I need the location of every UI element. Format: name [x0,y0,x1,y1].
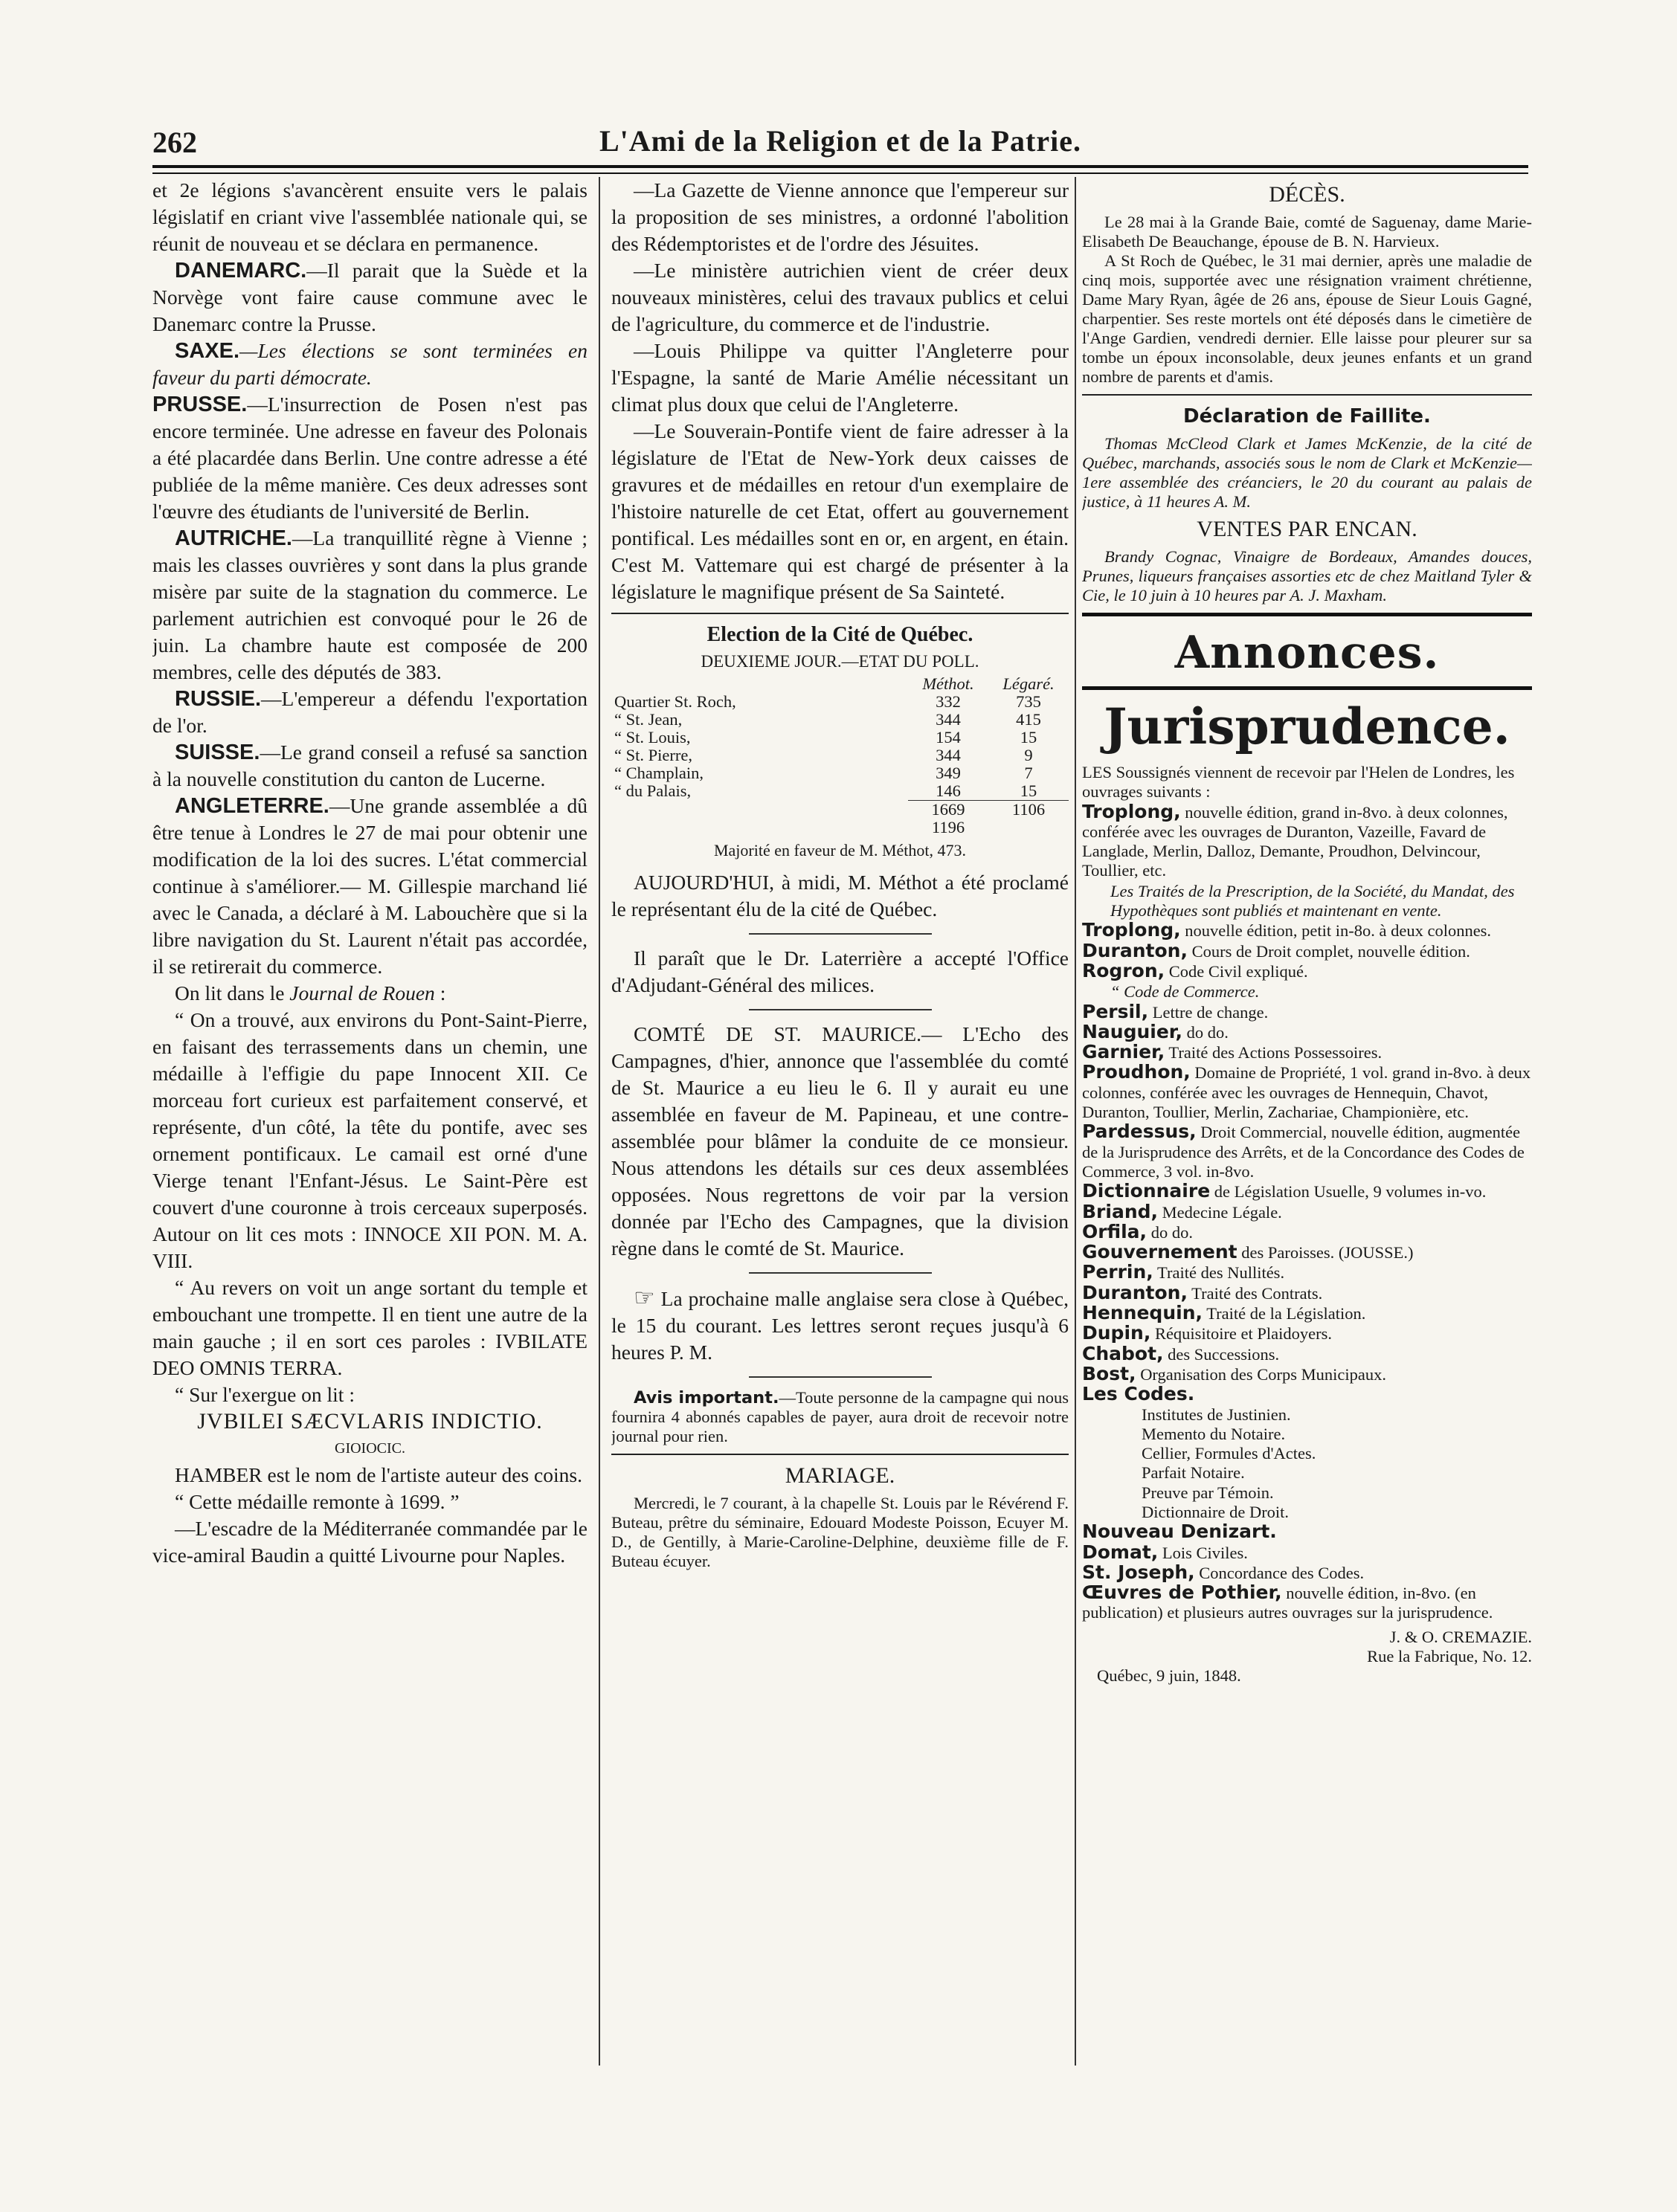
intro: LES Soussignés viennent de recevoir par l'Helen de Londres, les ouvrages suivants : [1082,763,1515,802]
country-heading: DANEMARC. [175,259,307,283]
book-description: Domaine de Propriété, 1 vol. grand in-8vo. à deux colonnes, conférée avec les ouvrages de Hennequin, Chavot, Duranton, Toullier, Merlin, Zachariae, Championière, etc. [1082,1063,1531,1122]
poll-cell: “ St. Louis, [614,728,691,747]
paragraph: et 2e légions s'avancèrent ensuite vers le palais législatif en criant vive l'assemblée nationale qui, se réunit de nouveau et se déclara en permanence. [152,178,588,255]
page-number: 262 [152,126,197,159]
book-author: Briand, [1082,1200,1159,1222]
country-heading: RUSSIE. [175,687,262,711]
book-entry [1082,1063,1532,1122]
notice-malle [611,1284,1069,1366]
book-description: Traité des Contrats. [1187,1283,1323,1303]
book-entry [1082,1242,1532,1263]
poll-col-header: Légaré. [1002,674,1055,693]
avis-heading: Avis important. [634,1388,779,1408]
divider [749,1272,932,1274]
poll-row [611,711,1069,729]
paragraph: —L'escadre de la Méditerranée commandée par le vice-amiral Baudin a quitté Livourne pour Naples. [152,1517,588,1567]
poll-row [611,693,1069,711]
book-author: Garnier, [1082,1041,1165,1063]
book-author: Duranton, [1082,939,1188,961]
country-heading: ANGLETERRE. [175,794,329,818]
column-1 [152,177,588,2066]
rouen-intro [152,980,588,1007]
column-divider [599,177,600,2066]
book-author: Œuvres de Pothier, [1082,1581,1282,1604]
book-description: des Paroisses. (JOUSSE.) [1237,1243,1414,1263]
book-author: Rogron, [1082,959,1165,981]
book-description: Traité des Nullités. [1153,1263,1285,1283]
notice-text: La prochaine malle anglaise sera close à Québec, le 15 du courant. Les lettres seront reçues jusqu'à 6 heures P. M. [611,1287,1069,1364]
book-entry [1082,961,1532,981]
column-3 [1082,177,1532,2066]
journal-name: Journal de Rouen [289,981,435,1005]
mariage-text: Mercredi, le 7 courant, à la chapelle St. Louis par le Révérend F. Buteau, prêtre du séminaire, Edouard Modeste Poisson, Ecuyer M. D., de Gentilly, à Marie-Caroline-Delphine, deuxième fille de F. Buteau écuyer. [611,1494,1069,1570]
book-author: Domat, [1082,1541,1159,1563]
book-entry [1082,1222,1532,1242]
book-description: nouvelle édition, petit in-8o. à deux colonnes. [1180,921,1492,941]
book-author: Chabot, [1082,1342,1164,1364]
code-item: Institutes de Justinien. [1142,1405,1291,1424]
book-author: Pardessus, [1082,1120,1197,1143]
code-item: Preuve par Témoin. [1142,1483,1274,1502]
header-rule [152,165,1528,174]
poll-cell: 15 [1020,728,1037,747]
book-entry [1082,1263,1532,1283]
book-entry [1082,1384,1532,1405]
book-entry [1082,1181,1532,1202]
divider [749,933,932,935]
book-entry [1082,1002,1532,1022]
book-entry [1082,1202,1532,1222]
book-author: Gouvernement [1082,1241,1237,1263]
country-heading: AUTRICHE. [175,526,292,550]
poll-cell: 349 [936,764,961,782]
quote: “ Cette médaille remonte à 1699. ” [175,1490,460,1513]
poll-total: 1106 [988,801,1069,819]
inscription-date: GIOIOCIC. [335,1440,405,1457]
faillite-heading: Déclaration de Faillite. [1183,405,1431,428]
poll-row [611,747,1069,764]
election-title: Election de la Cité de Québec. [706,623,973,646]
paragraph: COMTÉ DE ST. MAURICE.— L'Echo des Campagnes, d'hier, annonce que l'assemblée du comté de St. Maurice a eu lieu le 6. Il y aurait eu une assemblée en faveur de M. Papineau, et une contre-assemblée pour blâmer la conduite de ce monsieur. Nous attendons les détails sur ces deux assemblées opposées. Nous regrettons de voir par la version donnée par l'Echo des Campagnes, que la division règne dans le comté de St. Maurice. [611,1022,1069,1260]
book-entry [1082,802,1532,881]
divider [611,613,1069,614]
book-entry [1082,1303,1532,1323]
column-divider [1075,177,1076,2066]
book-description: Traité des Actions Possessoires. [1165,1043,1383,1063]
divider [749,1009,932,1010]
jurisprudence-heading: Jurisprudence. [1104,697,1510,755]
book-description: do do. [1147,1222,1193,1242]
book-description: Organisation des Corps Municipaux. [1136,1364,1386,1384]
book-list [1082,763,1532,1686]
book-description: Lettre de change. [1148,1002,1269,1022]
book-description: des Successions. [1163,1344,1280,1364]
deces-text: A St Roch de Québec, le 31 mai dernier, après une maladie de cinq mois, supportée avec une résignation vraiment chrétienne, Dame Mary Ryan, âgée de 26 ans, épouse de Sieur Louis Gagné, charpentier. Ses reste mortels ont été déposés dans le cimetière de l'Ange Gardien, vendredi dernier. Elle laisse pour pleurer sur sa tombe un époux inconsolable, deux jeunes enfants et un grand nombre de parents et d'amis. [1082,251,1532,386]
poll-cell: “ Champlain, [614,764,704,782]
divider [1082,613,1532,616]
inscription: JVBILEI SÆCVLARIS INDICTIO. [197,1409,543,1434]
page-header [152,119,1528,161]
book-entry [1082,1583,1532,1623]
book-description: Réquisitoire et Plaidoyers. [1150,1324,1333,1344]
book-description: do do. [1182,1022,1229,1042]
divider [749,1376,932,1378]
poll-cell: 7 [1024,764,1033,782]
book-author: Troplong, [1082,919,1181,941]
poll-row [611,764,1069,782]
address: Rue la Fabrique, No. 12. [1367,1647,1532,1666]
news-autriche [152,525,588,686]
book-description: Code Civil expliqué. [1165,961,1308,981]
code-item: Memento du Notaire. [1142,1424,1286,1443]
news-text: —Le grand conseil a refusé sa sanction à la nouvelle constitution du canton de Lucerne. [152,741,588,790]
book-description: Concordance des Codes. [1194,1563,1365,1582]
book-entry [1082,1543,1532,1563]
book-description: Droit Commercial, nouvelle édition, augmentée de la Jurisprudence des Arrêts, et de la Concordance des Codes de Commerce, 3 vol. in-8vo. [1082,1123,1525,1181]
code-item: Dictionnaire de Droit. [1142,1502,1290,1521]
book-entry [1082,1364,1532,1384]
book-description: Lois Civiles. [1158,1543,1248,1562]
poll-cell: 15 [1020,781,1037,800]
signature: J. & O. CREMAZIE. [1389,1627,1532,1646]
paragraph: —Le ministère autrichien vient de créer deux nouveaux ministères, celui des travaux publics et celui de l'agriculture, du commerce et de l'industrie. [611,259,1069,335]
poll-cell: 344 [936,710,961,729]
book-entry [1082,1022,1532,1042]
book-author: Troplong, [1082,800,1181,822]
book-entry [1082,920,1532,941]
book-entry [1082,1522,1532,1542]
book-author: Dictionnaire [1082,1180,1211,1202]
book-author: St. Joseph, [1082,1561,1195,1583]
book-author: Nouveau Denizart. [1082,1521,1277,1543]
poll-cell: 332 [936,692,961,711]
poll-cell: 344 [936,746,961,764]
news-text: —L'empereur a défendu l'exportation de l'or. [152,687,588,737]
news-text: —Il parait que la Suède et la Norvège vont faire cause commune avec le Danemarc contre la Prusse. [152,259,588,335]
book-entry [1082,1283,1532,1303]
poll-row [611,782,1069,801]
poll-cell: 154 [936,728,961,747]
book-description: nouvelle édition, in-8vo. (en publication) et plusieurs autres ouvrages sur la jurisprudence. [1082,1584,1493,1622]
country-heading: SUISSE. [175,741,260,764]
election-subtitle: DEUXIEME JOUR.—ETAT DU POLL. [701,652,979,671]
news-prusse [152,391,588,525]
majorite: Majorité en faveur de M. Méthot, 473. [713,841,967,860]
news-suisse [152,739,588,793]
poll-table [611,675,1069,836]
book-author: Persil, [1082,1000,1149,1022]
book-author: Duranton, [1082,1281,1188,1303]
news-danemark [152,257,588,338]
book-description: Medecine Légale. [1158,1202,1282,1222]
poll-cell: 415 [1016,710,1041,729]
mariage-heading: MARIAGE. [785,1463,895,1488]
country-heading: PRUSSE. [152,393,248,416]
code-item: Parfait Notaire. [1142,1463,1245,1483]
newspaper-title: L'Ami de la Religion et de la Patrie. [599,124,1081,158]
paragraph: Il paraît que le Dr. Laterrière a accepté l'Office d'Adjudant-Général des milices. [611,947,1069,996]
news-text: —Une grande assemblée a dû être tenue à Londres le 27 de mai pour obtenir une modification de la loi des sucres. L'état commercial continue à s'améliorer.— M. Gillespie marchand lié avec le Canada, a déclaré à M. Labouchère que si la libre navigation du St. Laurent n'était pas accordée, il se retirerait du commerce. [152,794,588,978]
poll-cell: “ St. Jean, [614,710,683,729]
quote: “ Au revers on voit un ange sortant du temple et embouchant une trompette. Il en tient une autre de la main gauche ; il en sort ces paroles : IVBILATE DEO OMNIS TERRA. [152,1276,588,1379]
news-text: —La tranquillité règne à Vienne ; mais les classes ouvrières y sont dans la plus grande misère par suite de la stagnation du commerce. Le parlement autrichien est convoqué pour le 26 de juin. La chambre haute est composée de 200 membres, celle des députés de 383. [152,526,588,683]
paragraph: —Le Souverain-Pontife vient de faire adresser à la législature de l'Etat de New-York deux caisses de gravures et de médailles en retour d'un exemplaire de l'histoire naturelle de cet Etat, offert au gouvernement pontifical. Les médailles sont en or, en argent, en étain. C'est M. Vattemare qui est chargé de présenter à la législature le magnifique présent de Sa Sainteté. [611,419,1069,603]
poll-total: 1669 [908,801,988,819]
quote: “ Sur l'exergue on lit : [175,1383,355,1406]
book-entry [1082,1042,1532,1063]
book-entry [1082,981,1532,1002]
text: : [434,981,446,1005]
deces-heading: DÉCÈS. [1269,182,1345,207]
book-author: Bost, [1082,1362,1136,1384]
divider [611,1454,1069,1455]
poll-col-header: Méthot. [922,674,974,693]
book-author: Nauguier, [1082,1020,1182,1042]
divider [1082,686,1532,690]
book-entry [1082,1344,1532,1364]
paragraph: AUJOURD'HUI, à midi, M. Méthot a été proclamé le représentant élu de la cité de Québec. [611,871,1069,920]
book-entry [1082,1323,1532,1344]
quote: “ On a trouvé, aux environs du Pont-Saint-Pierre, en faisant des terrassements dans un chemin, une médaille à l'effigie du pape Innocent XII. Ce morceau fort curieux est parfaitement conservé, et représente, d'un côté, la tête du pontife, avec ses ornement pontificaux. Le camail est orné d'une Vierge tenant l'Enfant-Jésus. Le Saint-Père est couvert d'une couronne à trois cerceaux superposés. Autour on lit ces mots : INNOCE XII PON. M. A. VIII. [152,1008,588,1272]
book-author: Proudhon, [1082,1061,1191,1083]
avis [611,1388,1069,1446]
book-description: de Législation Usuelle, 9 volumes in-vo. [1210,1182,1487,1202]
paragraph: —Louis Philippe va quitter l'Angleterre pour l'Espagne, la santé de Marie Amélie nécessitant un climat plus doux que celui de l'Angleterre. [611,339,1069,416]
poll-cell: Quartier St. Roch, [614,692,736,711]
book-author: Dupin, [1082,1322,1151,1344]
paragraph: —La Gazette de Vienne annonce que l'empereur sur la proposition de ses ministres, a ordonné l'abolition des Rédemptoristes et de l'ordre des Jésuites. [611,178,1069,255]
deces-text: Le 28 mai à la Grande Baie, comté de Saguenay, dame Marie-Elisabeth De Beauchange, épouse de B. N. Harvieux. [1082,213,1532,251]
news-saxe [152,338,588,391]
book-description: “ Code de Commerce. [1110,982,1260,1002]
pointing-hand-icon: ☞ [634,1284,655,1311]
paragraph: HAMBER est le nom de l'artiste auteur des coins. [175,1463,582,1486]
ventes-text: Brandy Cognac, Vinaigre de Bordeaux, Amandes douces, Prunes, liqueurs françaises assorties etc de chez Maitland Tyler & Cie, le 10 juin à 10 heures par A. J. Maxham. [1082,547,1532,604]
poll-row [611,729,1069,747]
poll-second: 1196 [931,818,965,836]
book-author: Les Codes. [1082,1383,1195,1405]
book-author: Perrin, [1082,1261,1153,1283]
book-author: Orfila, [1082,1220,1147,1242]
poll-cell: 735 [1016,692,1041,711]
news-text: —L'insurrection de Posen n'est pas encore terminée. Une adresse en faveur des Polonais a été placardée dans Berlin. Une contre adresse a été publiée de la même manière. Ces deux adresses sont l'œuvre des étudiants de l'université de Berlin. [152,393,588,523]
divider [1082,394,1532,396]
text: On lit dans le [175,981,290,1005]
poll-cell: 146 [936,781,961,800]
column-2 [611,177,1069,2066]
poll-cell: “ du Palais, [614,781,692,801]
ventes-heading: VENTES PAR ENCAN. [1197,517,1417,541]
news-russie [152,686,588,739]
book-description: nouvelle édition, grand in-8vo. à deux colonnes, conférée avec les ouvrages de Duranton, Vazeille, Favard de Langlade, Merlin, Dalloz, Demante, Proudhon, Delvincour, Toullier, etc. [1082,802,1508,880]
news-angleterre [152,793,588,980]
poll-cell: 9 [1024,746,1033,764]
country-heading: SAXE. [175,339,240,363]
date: Québec, 9 juin, 1848. [1097,1666,1241,1686]
book-entry [1082,881,1532,921]
book-entry [1082,941,1532,961]
code-item: Cellier, Formules d'Actes. [1142,1444,1316,1463]
book-description: Cours de Droit complet, nouvelle édition. [1187,941,1470,961]
avis-text: —Toute personne de la campagne qui nous fournira 4 abonnés capables de payer, aura droit de recevoir notre journal pour rien. [611,1388,1069,1445]
faillite-text: Thomas McCleod Clark et James McKenzie, de la cité de Québec, marchands, associés sous le nom de Clark et McKenzie—1ere assemblée des créanciers, le 20 du courant au palais de justice, à 11 heures A. M. [1082,434,1532,511]
book-description: Les Traités de la Prescription, de la Société, du Mandat, des Hypothèques sont publiés et maintenant en vente. [1110,881,1515,920]
book-author: Hennequin, [1082,1302,1203,1324]
book-description: Traité de la Législation. [1203,1304,1366,1323]
news-text: —Les élections se sont terminées en faveur du parti démocrate. [152,339,588,389]
poll-cell: “ St. Pierre, [614,746,692,764]
book-entry [1082,1563,1532,1583]
annonces-heading: Annonces. [1174,627,1440,679]
book-entry [1082,1122,1532,1181]
